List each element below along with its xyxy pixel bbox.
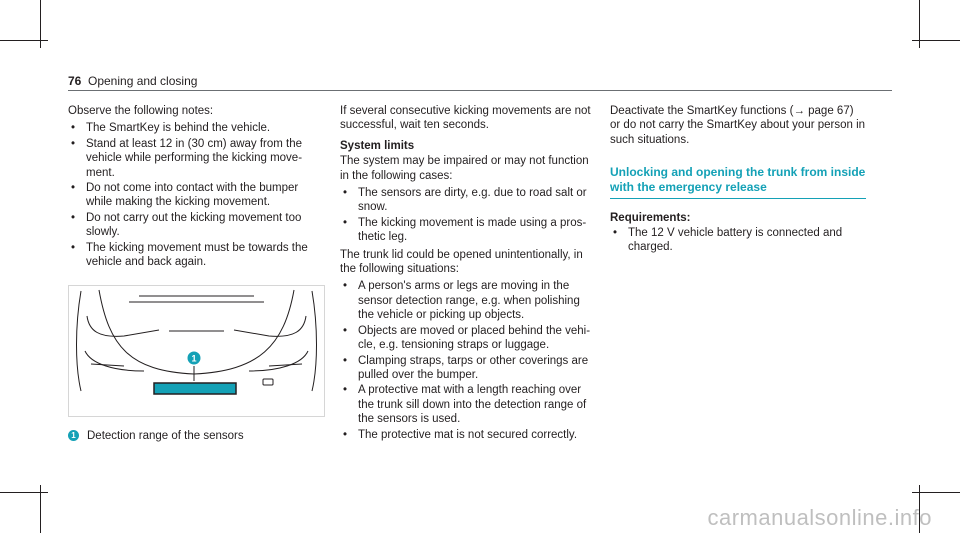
list-item: • The kicking movement is made using a pros-thetic leg. bbox=[340, 216, 596, 245]
unintentional-intro: The trunk lid could be opened unintentionally, in the following situations: bbox=[340, 248, 583, 276]
requirements-list bbox=[610, 226, 866, 255]
list-item: • The sensors are dirty, e.g. due to road salt or snow. bbox=[340, 186, 596, 215]
page-number: 76 bbox=[68, 74, 82, 88]
watermark: carmanualsonline.info bbox=[707, 505, 932, 530]
header-rule bbox=[68, 90, 892, 91]
trunk-sensor-figure bbox=[68, 285, 325, 417]
list-item: • The SmartKey is behind the vehicle. bbox=[68, 121, 324, 135]
list-item: • A protective mat with a length reaching over the trunk sill down into the detection range of the sensors is used. bbox=[340, 383, 596, 426]
list-item: • The protective mat is not secured correctly. bbox=[340, 428, 596, 442]
figure-marker: 1 bbox=[191, 353, 197, 364]
crop-mark bbox=[0, 40, 48, 41]
limits-intro: The system may be impaired or may not function in the following cases: bbox=[340, 155, 589, 182]
list-item: • Do not carry out the kicking movement too slowly. bbox=[68, 211, 324, 240]
legend-badge: 1 bbox=[68, 430, 79, 441]
retry-note: If several consecutive kicking movements are not successful, wait ten seconds. bbox=[340, 105, 591, 132]
list-item: • The 12 V vehicle battery is connected and charged. bbox=[610, 226, 866, 255]
deactivate-note: Deactivate the SmartKey functions (→ page 67) or do not carry the SmartKey about your person in such situations. bbox=[610, 105, 866, 146]
emergency-release-heading: Unlocking and opening the trunk from inside with the emergency release bbox=[610, 165, 866, 199]
list-item: • Objects are moved or placed behind the vehi-cle, e.g. tensioning straps or luggage. bbox=[340, 324, 596, 353]
column-3 bbox=[610, 104, 866, 257]
crop-mark bbox=[0, 492, 48, 493]
rear-bumper-illustration bbox=[69, 286, 324, 416]
column-2 bbox=[340, 104, 596, 445]
system-limits-heading: System limits bbox=[340, 139, 415, 152]
requirements-label: Requirements: bbox=[610, 212, 691, 225]
legend-text: Detection range of the sensors bbox=[87, 430, 244, 443]
crop-mark bbox=[912, 492, 960, 493]
notes-list bbox=[68, 121, 324, 269]
list-item: • Do not come into contact with the bumper while making the kicking movement. bbox=[68, 181, 324, 210]
unintentional-list bbox=[340, 279, 596, 441]
list-item: • Clamping straps, tarps or other coverings are pulled over the bumper. bbox=[340, 354, 596, 383]
section-title: Opening and closing bbox=[88, 74, 198, 88]
figure-legend bbox=[68, 429, 324, 443]
column-1 bbox=[68, 104, 324, 444]
limits-list bbox=[340, 186, 596, 245]
list-item: • Stand at least 12 in (30 cm) away from the vehicle while performing the kicking move-ment. bbox=[68, 137, 324, 180]
crop-mark bbox=[912, 40, 960, 41]
notes-intro: Observe the following notes: bbox=[68, 105, 214, 117]
list-item: • A person's arms or legs are moving in the sensor detection range, e.g. when polishing the vehicle or picking up objects. bbox=[340, 279, 596, 322]
list-item: • The kicking movement must be towards the vehicle and back again. bbox=[68, 241, 324, 270]
